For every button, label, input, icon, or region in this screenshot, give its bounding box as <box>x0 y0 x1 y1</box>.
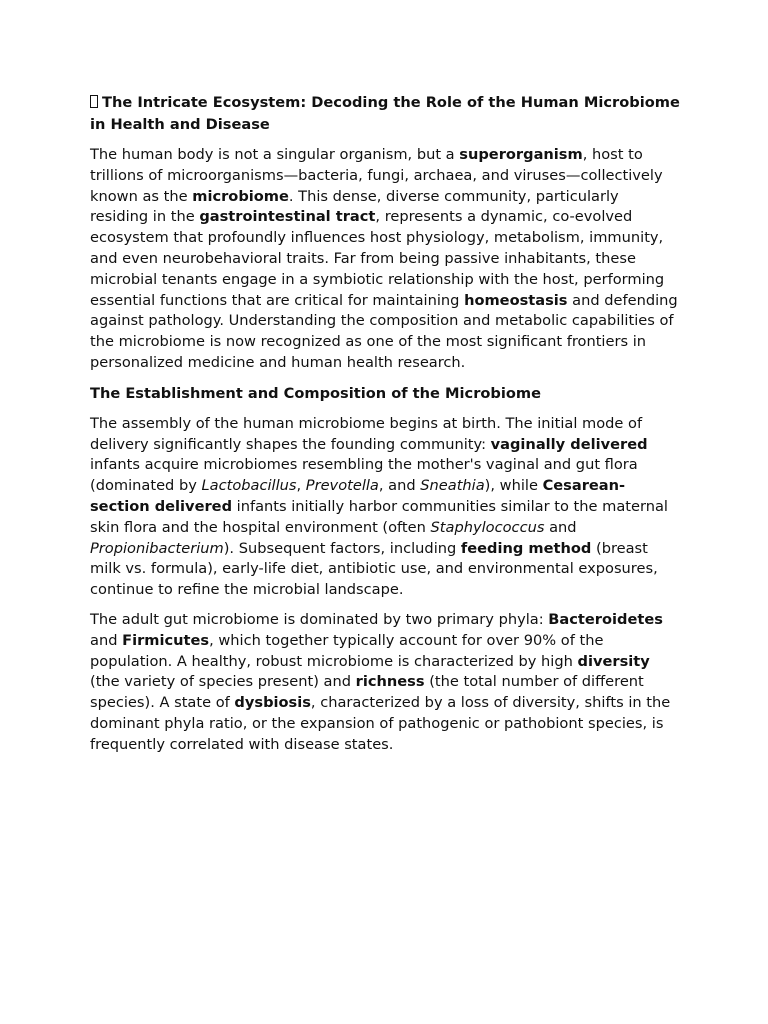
establishment-text-run: Cesarean-section delivered <box>90 477 626 515</box>
composition-text-run: , characterized by a loss of diversity, shifts in the dominant phyla ratio, or the expansion of pathogenic or pathobiont species, is frequently correlated with disease states. <box>90 694 671 753</box>
composition-paragraph <box>90 610 680 756</box>
intro-text-run: superorganism <box>459 146 583 163</box>
establishment-text-run: ). Subsequent factors, including <box>223 539 461 557</box>
establishment-text-run: feeding method <box>460 539 592 557</box>
establishment-text-run: The assembly of the human microbiome begins at birth. The initial mode of delivery significantly shapes the founding community: <box>90 414 643 453</box>
establishment-text-run: and <box>544 518 577 536</box>
composition-text-run: , which together typically account for over 90% of the population. A healthy, robust microbiome is characterized by high <box>90 631 604 670</box>
intro-text-run: , represents a dynamic, co-evolved ecosystem that profoundly influences host physiology, metabolism, immunity, and even neurobehavioral traits. Far from being passive inhabitants, these microbial tenants engage in a symbiotic relationship with the host, performing essential functions that are critical for maintaining <box>90 208 665 309</box>
establishment-text-run: vaginally delivered <box>490 435 648 453</box>
intro-paragraph <box>90 145 680 374</box>
establishment-text-run: ), while <box>484 477 543 495</box>
document-title-text: The Intricate Ecosystem: Decoding the Role of the Human Microbiome in Health and Disease <box>90 94 680 133</box>
intro-text-run: homeostasis <box>464 291 568 309</box>
establishment-text-run: Sneathia <box>420 477 485 495</box>
establishment-text-run: Staphylococcus <box>430 518 545 536</box>
intro-text-run: microbiome <box>192 187 289 205</box>
composition-text-run: dysbiosis <box>234 694 311 712</box>
composition-text-run: (the variety of species present) and <box>90 673 356 691</box>
establishment-text-run: (breast milk vs. formula), early-life diet, antibiotic use, and environmental exposures, continue to refine the microbial landscape. <box>90 539 658 599</box>
composition-text-run: The adult gut microbiome is dominated by two primary phyla: <box>90 610 549 628</box>
section-heading: The Establishment and Composition of the Microbiome <box>90 384 542 402</box>
establishment-text-run: Prevotella <box>305 477 379 495</box>
intro-text-run: . This dense, diverse community, particularly residing in the <box>90 187 619 226</box>
establishment-text-run: infants initially harbor communities similar to the maternal skin flora and the hospital environment (often <box>90 497 668 536</box>
composition-text-run: Firmicutes <box>122 631 210 649</box>
intro-text-run: gastrointestinal tract <box>199 208 376 226</box>
document-page <box>90 92 680 765</box>
composition-text-run: Bacteroidetes <box>548 610 663 628</box>
intro-text-run: , host to trillions of microorganisms—bacteria, fungi, archaea, and viruses—collectively known as the <box>90 146 663 205</box>
document-title <box>90 92 680 136</box>
establishment-text-run: , <box>296 477 306 495</box>
establishment-text-run: , and <box>378 477 421 495</box>
missing-glyph-icon <box>90 95 98 108</box>
composition-text-run: richness <box>355 673 425 691</box>
composition-text-run: and <box>90 631 123 649</box>
establishment-text-run: infants acquire microbiomes resembling the mother's vaginal and gut flora (dominated by <box>90 456 638 495</box>
establishment-paragraph <box>90 414 680 601</box>
intro-text-run: The human body is not a singular organism, but a <box>90 146 460 163</box>
composition-text-run: diversity <box>577 652 650 670</box>
intro-text-run: and defending against pathology. Understanding the composition and metabolic capabilities of the microbiome is now recognized as one of the most significant frontiers in personalized medicine and human health research. <box>90 291 678 371</box>
establishment-text-run: Propionibacterium <box>90 539 224 557</box>
composition-text-run: (the total number of different species). A state of <box>90 673 644 712</box>
establishment-text-run: Lactobacillus <box>201 477 297 495</box>
